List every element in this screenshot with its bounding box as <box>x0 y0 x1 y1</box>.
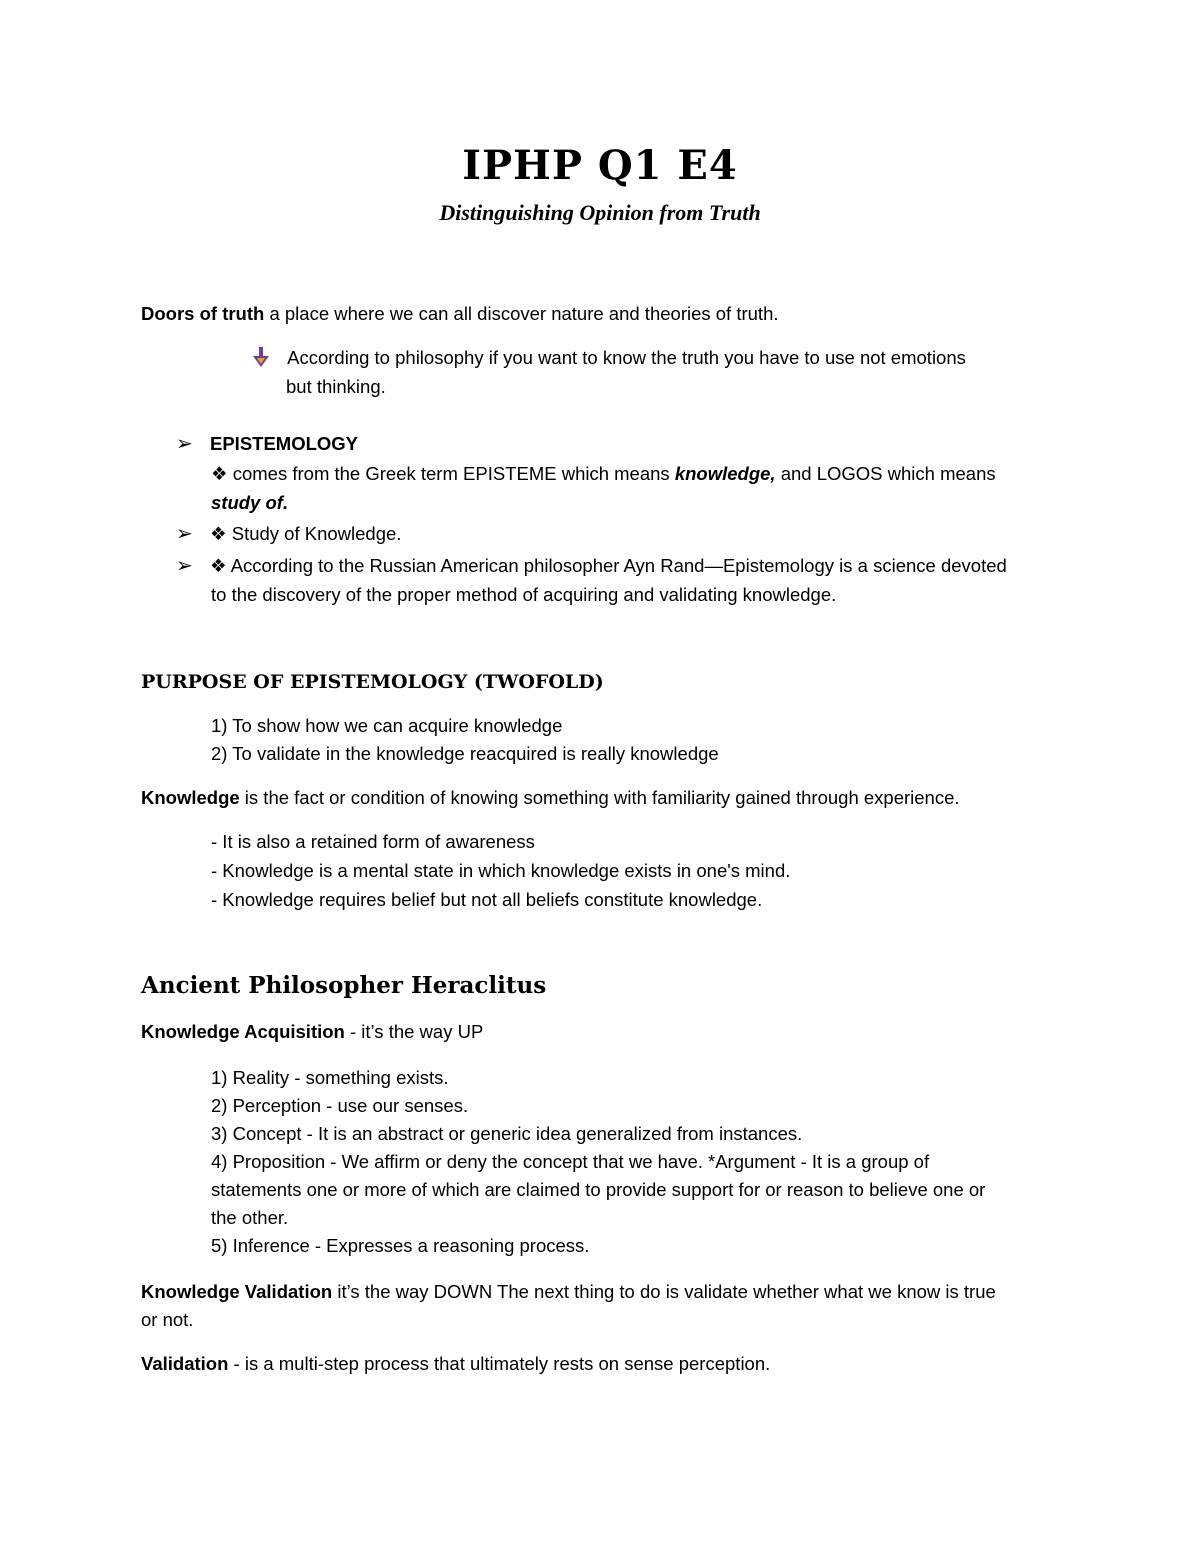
b1-study: study of. <box>211 492 289 513</box>
validation-way-term: Knowledge Validation <box>141 1281 333 1302</box>
acquisition-line <box>141 1018 483 1046</box>
acquisition-step <box>211 1092 468 1120</box>
page-title: IPHP Q1 E4 <box>462 142 738 189</box>
purpose-item-num: 1) <box>211 715 228 736</box>
b3-line2: to the discovery of the proper method of acquiring and validating knowledge. <box>211 584 837 605</box>
step-text: Reality - something exists. <box>227 1067 449 1088</box>
acquisition-step <box>211 1232 589 1260</box>
step-num: 1) <box>211 1067 228 1088</box>
arrow-bullet-icon: ➢ <box>176 433 193 455</box>
step-num: 3) <box>211 1123 228 1144</box>
arrow-bullet-icon: ➢ <box>176 555 193 577</box>
step-num: 4) <box>211 1151 228 1172</box>
acquisition-text: - it’s the way UP <box>344 1021 484 1042</box>
purpose-heading: PURPOSE OF EPISTEMOLOGY (TWOFOLD) <box>141 671 604 693</box>
step-text: Concept - It is an abstract or generic idea generalized from instances. <box>227 1123 803 1144</box>
validation-term: Validation <box>141 1353 229 1374</box>
purpose-item <box>211 712 562 740</box>
epistemology-bullet-3 <box>176 552 1007 580</box>
knowledge-point: - It is also a retained form of awareness <box>211 831 535 852</box>
arrow-bullet-icon: ➢ <box>176 523 193 545</box>
doors-term: Doors of truth <box>141 303 265 324</box>
acquisition-term: Knowledge Acquisition <box>141 1021 345 1042</box>
epistemology-heading-row <box>176 430 358 458</box>
doors-note-line2: but thinking. <box>286 376 386 397</box>
acquisition-step <box>211 1148 929 1176</box>
purpose-item-num: 2) <box>211 743 228 764</box>
b3-line1: According to the Russian American philosopher Ayn Rand—Epistemology is a science devoted <box>226 555 1007 576</box>
step-text: Proposition - We affirm or deny the concept that we have. *Argument - It is a group of <box>227 1151 930 1172</box>
step-continuation: the other. <box>211 1207 289 1228</box>
doors-note <box>252 344 966 372</box>
validation-way-line2: or not. <box>141 1309 194 1330</box>
acquisition-step <box>211 1120 802 1148</box>
step-text: Inference - Expresses a reasoning process. <box>227 1235 590 1256</box>
b1-post: and LOGOS which means <box>775 463 996 484</box>
page-subtitle: Distinguishing Opinion from Truth <box>439 200 761 225</box>
step-continuation: statements one or more of which are claimed to provide support for or reason to believe one or <box>211 1179 986 1200</box>
step-num: 2) <box>211 1095 228 1116</box>
purpose-item-text: To show how we can acquire knowledge <box>227 715 563 736</box>
knowledge-point: - Knowledge requires belief but not all beliefs constitute knowledge. <box>211 889 763 910</box>
b1-knowledge: knowledge, <box>674 463 776 484</box>
diamond-bullet-icon: ❖ <box>211 463 228 484</box>
validation-way-text: it’s the way DOWN The next thing to do is validate whether what we know is true <box>332 1281 996 1302</box>
step-text: Perception - use our senses. <box>227 1095 469 1116</box>
validation-line <box>141 1350 770 1378</box>
epistemology-bullet-2 <box>176 520 401 548</box>
knowledge-text: is the fact or condition of knowing something with familiarity gained through experience. <box>239 787 960 808</box>
heraclitus-heading: Ancient Philosopher Heraclitus <box>141 972 547 999</box>
knowledge-definition <box>141 784 960 812</box>
epistemology-heading: EPISTEMOLOGY <box>210 433 359 454</box>
arrow-down-icon <box>252 346 270 368</box>
doors-text: a place where we can all discover nature and theories of truth. <box>264 303 779 324</box>
purpose-item <box>211 740 719 768</box>
doors-note-line1: According to philosophy if you want to know the truth you have to use not emotions <box>287 347 966 368</box>
b2-text: Study of Knowledge. <box>226 523 402 544</box>
diamond-bullet-icon: ❖ <box>210 523 227 544</box>
validation-text: - is a multi-step process that ultimately rests on sense perception. <box>228 1353 771 1374</box>
epistemology-bullet-1 <box>211 460 996 488</box>
doors-definition <box>141 300 779 328</box>
validation-way-line <box>141 1278 996 1306</box>
diamond-bullet-icon: ❖ <box>210 555 227 576</box>
acquisition-step <box>211 1064 449 1092</box>
step-num: 5) <box>211 1235 228 1256</box>
knowledge-point: - Knowledge is a mental state in which knowledge exists in one's mind. <box>211 860 791 881</box>
b1-pre: comes from the Greek term EPISTEME which means <box>227 463 675 484</box>
knowledge-term: Knowledge <box>141 787 240 808</box>
purpose-item-text: To validate in the knowledge reacquired is really knowledge <box>227 743 719 764</box>
